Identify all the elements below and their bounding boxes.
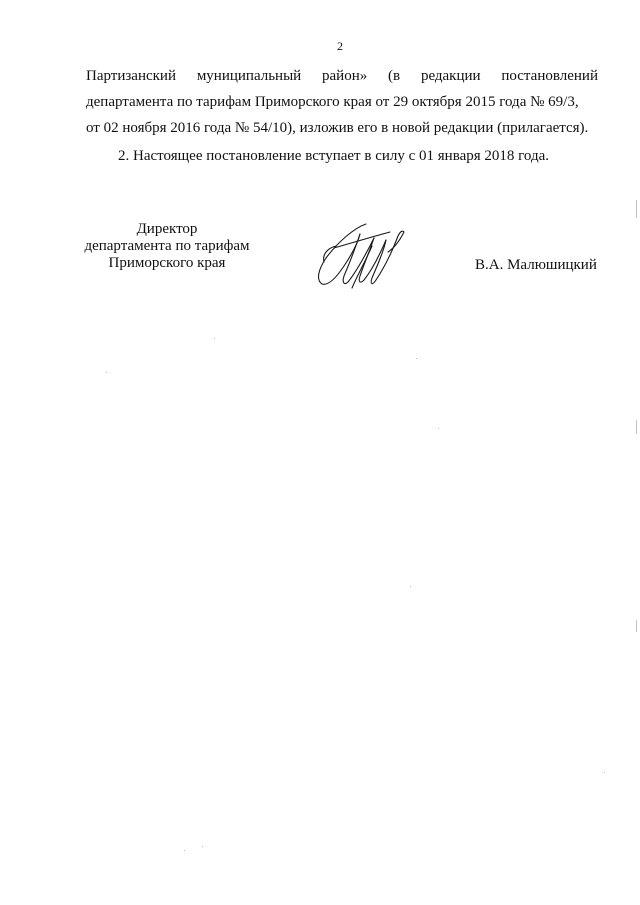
word: (в <box>388 68 401 84</box>
signatory-title-line-3: Приморского края <box>108 255 226 271</box>
word: район» <box>322 68 368 84</box>
scan-speck <box>184 850 185 851</box>
word: муниципальный <box>196 68 302 84</box>
handwritten-signature-icon <box>314 218 406 292</box>
word: редакции <box>420 68 481 84</box>
page-number: 2 <box>337 39 343 53</box>
signatory-title-line-2: департамента по тарифам <box>84 238 250 254</box>
scan-speck <box>214 338 215 339</box>
paragraph-1-line-1 <box>86 63 598 89</box>
paragraph-2: 2. Настоящее постановление вступает в силу с 01 января 2018 года. <box>118 148 550 164</box>
signatory-name: В.А. Малюшицкий <box>475 257 597 273</box>
scan-speck <box>438 428 439 429</box>
paragraph-1 <box>86 63 598 141</box>
word: Партизанский <box>86 68 176 84</box>
scan-edge-mark <box>636 200 637 218</box>
scan-speck <box>416 358 417 359</box>
scan-speck <box>410 586 411 587</box>
scan-speck <box>106 372 107 373</box>
signatory-title <box>74 221 260 272</box>
word: постановлений <box>501 68 598 84</box>
scan-speck <box>604 772 605 773</box>
scan-edge-mark <box>636 420 637 434</box>
scan-edge-mark <box>636 620 637 632</box>
signatory-title-line-1: Директор <box>136 221 198 237</box>
paragraph-1-line-2: департамента по тарифам Приморского края от 29 октября 2015 года № 69/3, <box>86 94 579 110</box>
scan-speck <box>202 846 203 847</box>
paragraph-1-line-3: от 02 ноября 2016 года № 54/10), изложив его в новой редакции (прилагается). <box>86 120 589 136</box>
